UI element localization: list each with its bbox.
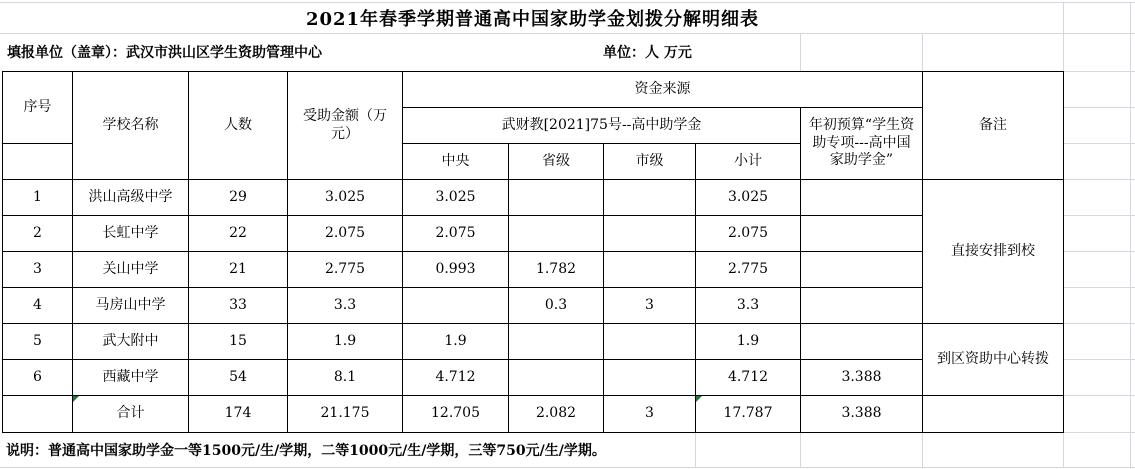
total-label-text: 合计 xyxy=(116,405,145,422)
cell-subtotal[interactable]: 4.712 xyxy=(696,360,801,396)
cell-index[interactable]: 5 xyxy=(3,324,73,360)
allocation-table xyxy=(2,71,1064,433)
cell-provincial[interactable] xyxy=(509,324,604,360)
header-count[interactable]: 人数 xyxy=(189,72,288,180)
cell-municipal[interactable] xyxy=(604,360,696,396)
header-amount[interactable]: 受助金额（万元） xyxy=(288,72,403,180)
cell-central[interactable]: 4.712 xyxy=(403,360,509,396)
gridline xyxy=(1063,143,1135,144)
cell-remark[interactable] xyxy=(923,396,1064,433)
cell-school[interactable]: 长虹中学 xyxy=(73,216,189,252)
cell-municipal[interactable] xyxy=(604,324,696,360)
cell-school[interactable]: 洪山高级中学 xyxy=(73,180,189,216)
gridline xyxy=(1063,359,1135,360)
error-indicator-icon xyxy=(696,396,702,402)
cell-budget[interactable]: 3.388 xyxy=(801,396,923,433)
cell-amount[interactable]: 3.3 xyxy=(288,288,403,324)
cell-amount[interactable]: 2.775 xyxy=(288,252,403,288)
cell-amount[interactable]: 2.075 xyxy=(288,216,403,252)
cell-count[interactable]: 29 xyxy=(189,180,288,216)
cell-subtotal[interactable] xyxy=(696,396,801,433)
note-row: 说明：普通高中国家助学金一等1500元/生/学期，二等1000元/生/学期，三等750元/生/学期。 xyxy=(6,442,606,459)
cell-remark-transfer[interactable]: 到区资助中心转拨 xyxy=(923,324,1064,396)
header-row-1 xyxy=(3,72,1064,108)
cell-central[interactable]: 12.705 xyxy=(403,396,509,433)
cell-central[interactable]: 1.9 xyxy=(403,324,509,360)
cell-count[interactable]: 33 xyxy=(189,288,288,324)
cell-remark-direct[interactable]: 直接安排到校 xyxy=(923,180,1064,324)
form-info-row xyxy=(2,33,1063,71)
gridline xyxy=(1063,179,1135,180)
cell-school[interactable]: 关山中学 xyxy=(73,252,189,288)
gridline xyxy=(1063,251,1135,252)
header-municipal[interactable]: 市级 xyxy=(604,144,696,180)
gridline xyxy=(1063,107,1135,108)
header-index-empty-cell[interactable] xyxy=(3,144,73,180)
cell-index[interactable] xyxy=(3,396,73,433)
gridline xyxy=(1063,287,1135,288)
error-indicator-icon xyxy=(73,396,79,402)
cell-central[interactable]: 0.993 xyxy=(403,252,509,288)
header-doc-source[interactable]: 武财教[2021]75号--高中助学金 xyxy=(403,108,801,144)
cell-subtotal[interactable]: 2.075 xyxy=(696,216,801,252)
header-remark[interactable]: 备注 xyxy=(923,72,1064,180)
gridline xyxy=(1063,71,1135,72)
sheet-title: 2021年春季学期普通高中国家助学金划拨分解明细表 xyxy=(305,8,760,30)
cell-school[interactable]: 西藏中学 xyxy=(73,360,189,396)
cell-budget[interactable]: 3.388 xyxy=(801,360,923,396)
cell-municipal[interactable] xyxy=(604,216,696,252)
fill-unit-label: 填报单位（盖章）：武汉市洪山区学生资助管理中心 xyxy=(7,45,322,61)
cell-amount[interactable]: 3.025 xyxy=(288,180,403,216)
cell-count[interactable]: 15 xyxy=(189,324,288,360)
cell-count[interactable]: 21 xyxy=(189,252,288,288)
cell-budget[interactable] xyxy=(801,252,923,288)
cell-count[interactable]: 54 xyxy=(189,360,288,396)
header-school[interactable]: 学校名称 xyxy=(73,72,189,180)
cell-municipal[interactable]: 3 xyxy=(604,396,696,433)
gridline xyxy=(1063,215,1135,216)
cell-municipal[interactable] xyxy=(604,180,696,216)
header-budget[interactable]: 年初预算“学生资助专项---高中国家助学金” xyxy=(801,108,923,180)
cell-amount[interactable]: 1.9 xyxy=(288,324,403,360)
cell-budget[interactable] xyxy=(801,324,923,360)
cell-budget[interactable] xyxy=(801,288,923,324)
cell-total-label[interactable] xyxy=(73,396,189,433)
table-row xyxy=(3,216,1064,252)
cell-provincial[interactable]: 1.782 xyxy=(509,252,604,288)
gridline xyxy=(1063,432,1135,433)
header-funding-source[interactable]: 资金来源 xyxy=(403,72,923,108)
cell-amount[interactable]: 8.1 xyxy=(288,360,403,396)
cell-count[interactable]: 22 xyxy=(189,216,288,252)
cell-budget[interactable] xyxy=(801,180,923,216)
cell-provincial[interactable] xyxy=(509,180,604,216)
cell-amount[interactable]: 21.175 xyxy=(288,396,403,433)
cell-subtotal[interactable]: 3.025 xyxy=(696,180,801,216)
cell-index[interactable]: 4 xyxy=(3,288,73,324)
gridline xyxy=(1063,323,1135,324)
total-subtotal-text: 17.787 xyxy=(723,405,773,422)
measure-unit-label: 单位：人 万元 xyxy=(603,45,692,61)
gridline xyxy=(0,467,1135,468)
cell-central[interactable] xyxy=(403,288,509,324)
cell-budget[interactable] xyxy=(801,216,923,252)
cell-subtotal[interactable]: 1.9 xyxy=(696,324,801,360)
header-index[interactable]: 序号 xyxy=(3,72,73,144)
cell-school[interactable]: 武大附中 xyxy=(73,324,189,360)
cell-index[interactable]: 2 xyxy=(3,216,73,252)
cell-subtotal[interactable]: 3.3 xyxy=(696,288,801,324)
cell-central[interactable]: 3.025 xyxy=(403,180,509,216)
header-central[interactable]: 中央 xyxy=(403,144,509,180)
total-row xyxy=(3,396,1064,433)
cell-provincial[interactable] xyxy=(509,360,604,396)
table-row xyxy=(3,252,1064,288)
cell-count[interactable]: 174 xyxy=(189,396,288,433)
table-row xyxy=(3,360,1064,396)
header-provincial[interactable]: 省级 xyxy=(509,144,604,180)
cell-central[interactable]: 2.075 xyxy=(403,216,509,252)
cell-municipal[interactable]: 3 xyxy=(604,288,696,324)
cell-provincial[interactable]: 2.082 xyxy=(509,396,604,433)
cell-index[interactable]: 1 xyxy=(3,180,73,216)
cell-index[interactable]: 6 xyxy=(3,360,73,396)
cell-provincial[interactable]: 0.3 xyxy=(509,288,604,324)
cell-school[interactable]: 马房山中学 xyxy=(73,288,189,324)
cell-subtotal[interactable]: 2.775 xyxy=(696,252,801,288)
table-row xyxy=(3,288,1064,324)
table-row xyxy=(3,324,1064,360)
cell-index[interactable]: 3 xyxy=(3,252,73,288)
header-subtotal[interactable]: 小计 xyxy=(696,144,801,180)
gridline xyxy=(1063,395,1135,396)
cell-municipal[interactable] xyxy=(604,252,696,288)
cell-provincial[interactable] xyxy=(509,216,604,252)
table-row xyxy=(3,180,1064,216)
